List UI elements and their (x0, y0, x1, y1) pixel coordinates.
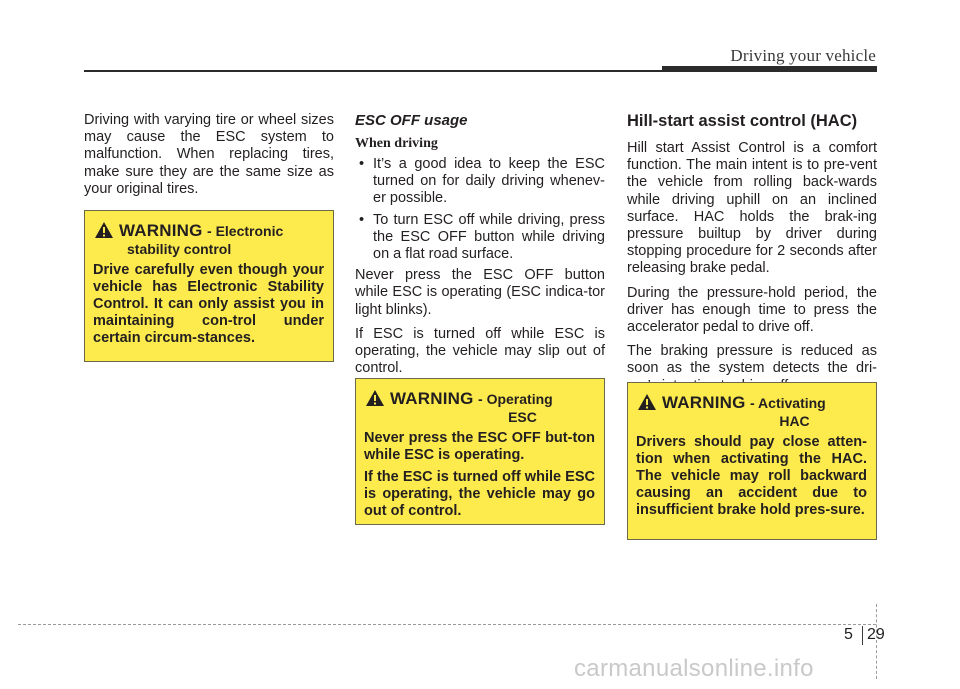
list-item (355, 156, 605, 208)
column-1 (84, 112, 334, 205)
warning-header (93, 221, 324, 257)
warning-triangle-icon (94, 221, 114, 239)
warning-word: WARNING (662, 393, 746, 412)
esc-off-usage-title: ESC OFF usage (355, 112, 468, 129)
warning-box-electronic-stability (84, 210, 334, 362)
warning-header (636, 393, 867, 429)
paragraph: The braking pressure is reduced as soon as the system detects the dri- (627, 343, 877, 377)
warning-body: Drive carefully even though your vehicle has Electronic Stability Control. It can only assist you in maintaining con-trol under certain circum-stances. (93, 262, 324, 346)
warning-triangle-icon (637, 393, 657, 411)
warning-header (364, 389, 595, 425)
intro-paragraph: Driving with varying tire or wheel sizes may cause the ESC system to malfunction. When replacing tires, make sure they are the same size as your original tires. (84, 112, 334, 197)
warning-subject: - Activating (750, 395, 826, 411)
when-driving-subtitle: When driving (355, 136, 438, 151)
footer-dashed-rule (18, 624, 876, 625)
paragraph: Never press the ESC OFF button while ESC is operating (ESC indica-tor light blinks). (355, 267, 605, 318)
paragraph: Hill start Assist Control is a comfort function. The main intent is to pre-vent the vehicle from rolling back-wards while driving uphill on an inclined surface. HAC holds the brak-ing pressure builtup by driver during stopping procedure for 2 seconds after releasing brake pedal. (627, 140, 877, 277)
column-2 (355, 112, 605, 384)
warning-subject: - Operating (478, 391, 553, 407)
watermark-text: carmanualsonline.info (574, 655, 814, 682)
warning-body: If the ESC is turned off while ESC is operating, the vehicle may go out of control. (364, 469, 595, 519)
warning-subject: - Electronic (207, 223, 284, 239)
warning-body: Never press the ESC OFF but-ton while ESC is operating. (364, 430, 595, 463)
list-item (355, 212, 605, 264)
hac-heading: Hill-start assist control (HAC) (627, 112, 858, 130)
warning-subject-line2: ESC (508, 409, 537, 425)
warning-subject-line2: stability control (127, 241, 232, 257)
warning-box-activating-hac (627, 382, 877, 540)
column-3 (627, 112, 877, 402)
warning-subject-line2: HAC (779, 413, 810, 429)
paragraph: If ESC is turned off while ESC is operating, the vehicle may slip out of control. (355, 325, 605, 377)
list-item-text: It’s a good idea to keep the ESC turned on for daily driving whenev-er possible. (373, 156, 605, 207)
bullet-dot: • (359, 211, 365, 228)
page-number-separator (862, 626, 863, 645)
warning-word: WARNING (390, 389, 474, 408)
bullet-dot: • (359, 156, 365, 172)
section-title: Driving your vehicle (730, 46, 876, 65)
warning-box-operating-esc (355, 378, 605, 525)
warning-body: Drivers should pay close atten-tion when activating the HAC. The vehicle may roll backward causing an accident due to insufficient brake hold pres-sure. (636, 434, 867, 518)
warning-word: WARNING (119, 221, 203, 240)
list-item-text: To turn ESC off while driving, press the ESC OFF button while driving on a flat road surface. (373, 211, 605, 263)
paragraph: During the pressure-hold period, the driver has enough time to press the accelerator pedal to drive off. (627, 284, 877, 336)
header-rule (84, 70, 662, 72)
header-bar (662, 66, 877, 72)
page-number: 29 (867, 626, 885, 643)
chapter-number: 5 (844, 626, 853, 643)
warning-triangle-icon (365, 389, 385, 407)
